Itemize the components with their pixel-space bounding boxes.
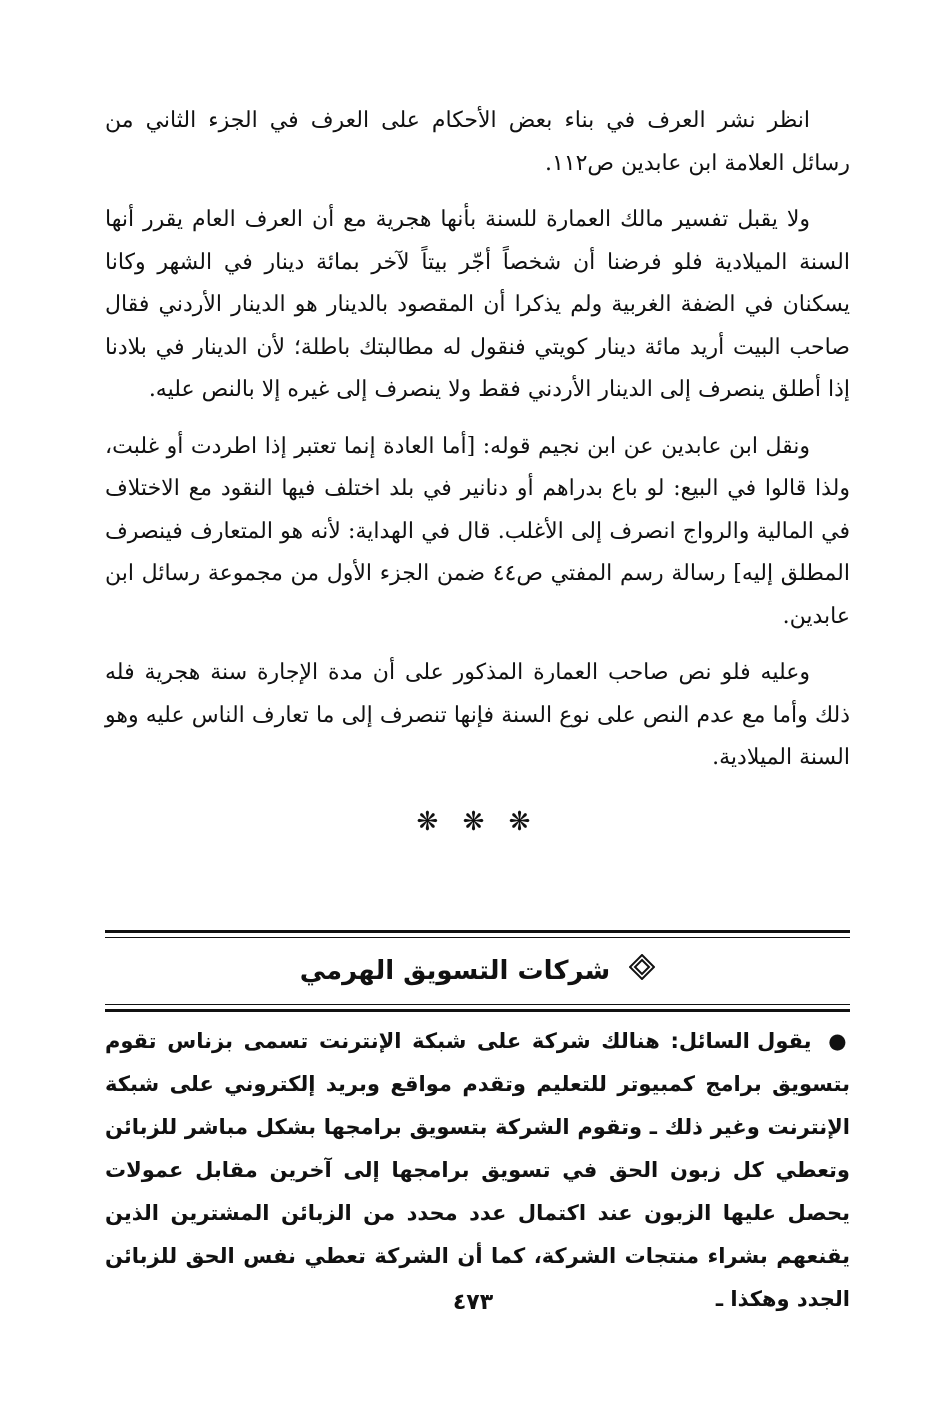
page-body <box>105 100 850 842</box>
section-title: شركات التسويق الهرمي <box>299 956 611 986</box>
paragraph-footnote-reference: انظر نشر العرف في بناء بعض الأحكام على العرف في الجزء الثاني من رسائل العلامة ابن عابدين ص١١٢. <box>105 108 850 176</box>
diamond-icon <box>629 939 655 1005</box>
bottom-rule <box>105 1004 850 1012</box>
section-header <box>105 930 850 1012</box>
section-heading <box>105 938 850 1004</box>
top-rule <box>105 930 850 938</box>
question-paragraph <box>105 1020 850 1321</box>
page-number: ٤٧٣ <box>452 1290 494 1315</box>
section-separator: ❋ ❋ ❋ <box>416 806 539 837</box>
paragraph-conclusion: وعليه فلو نص صاحب العمارة المذكور على أن مدة الإجارة سنة هجرية فله ذلك وأما مع عدم النص على نوع السنة فإنها تنصرف إلى ما تعارف الناس عليه وهو السنة الميلادية. <box>105 660 850 770</box>
bullet-icon: ● <box>828 1029 851 1053</box>
paragraph-ibn-abidin-quote: ونقل ابن عابدين عن ابن نجيم قوله: [أما العادة إنما تعتبر إذا اطردت أو غلبت، ولذا قالوا في البيع: لو باع بدراهم أو دنانير في بلد اختلف فيها النقود مع الاختلاف في المالية والرواج انصرف إلى الأغلب. قال في الهداية: لأنه هو المتعارف فينصرف المطلق إليه] رسالة رسم المفتي ص٤٤ ضمن الجزء الأول من مجموعة رسائل ابن عابدين. <box>105 433 850 629</box>
question-text: يقول السائل: هنالك شركة على شبكة الإنترنت تسمى بزناس تقوم بتسويق برامج كمبيوتر للتعليم وتقدم مواقع وبريد إلكتروني على شبكة الإنترنت وغير ذلك ـ وتقوم الشركة بتسويق برامجها بشكل مباشر للزبائن وتعطي كل زبون الحق في تسويق برامجها إلى آخرين مقابل عمولات يحصل عليها الزبون عند اكتمال عدد محدد من الزبائن المشترين الذين يقنعهم بشراء منتجات الشركة، كما أن الشركة تعطي نفس الحق للزبائن الجدد وهكذا ـ <box>105 1029 850 1311</box>
paragraph-hijri-year-interpretation: ولا يقبل تفسير مالك العمارة للسنة بأنها هجرية مع أن العرف العام يقرر أنها السنة الميلادية فلو فرضنا أن شخصاً أجّر بيتاً لآخر بمائة دينار في الشهر وكانا يسكنان في الضفة الغربية ولم يذكرا أن المقصود بالدينار هو الدينار الأردني فقال صاحب البيت أريد مائة دينار كويتي فنقول له مطالبتك باطلة؛ لأن الدينار في بلادنا إذا أطلق ينصرف إلى الدينار الأردني فقط ولا ينصرف إلى غيره إلا بالنص عليه. <box>105 207 850 402</box>
